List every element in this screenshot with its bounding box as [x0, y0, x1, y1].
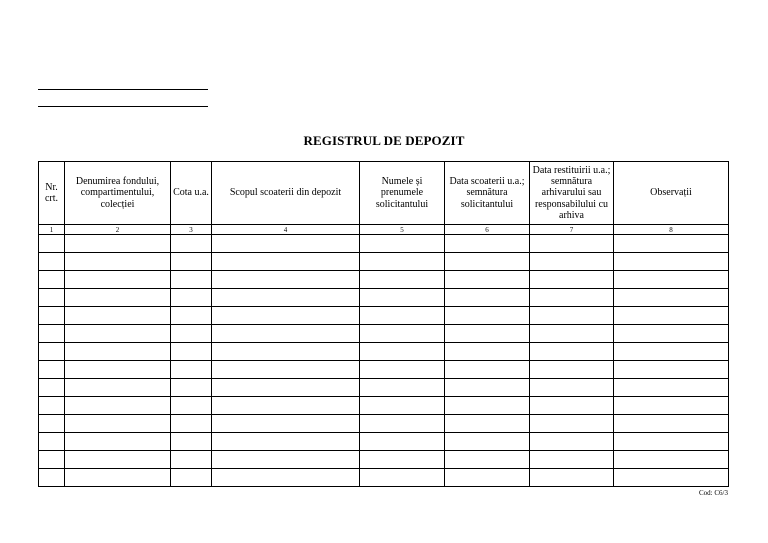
empty-cell — [530, 235, 614, 253]
empty-cell — [530, 253, 614, 271]
header-scopul-scoaterii: Scopul scoaterii din depozit — [212, 162, 360, 225]
empty-cell — [614, 469, 729, 487]
empty-cell — [171, 397, 212, 415]
empty-cell — [360, 253, 445, 271]
empty-cell — [445, 307, 530, 325]
empty-cell — [445, 415, 530, 433]
empty-cell — [530, 343, 614, 361]
empty-cell — [614, 271, 729, 289]
empty-cell — [39, 379, 65, 397]
table-row — [39, 325, 729, 343]
empty-cell — [39, 361, 65, 379]
empty-cell — [212, 325, 360, 343]
page-title: REGISTRUL DE DEPOZIT — [303, 133, 465, 148]
empty-cell — [212, 451, 360, 469]
empty-cell — [212, 433, 360, 451]
column-number: 4 — [212, 225, 360, 235]
empty-cell — [171, 451, 212, 469]
empty-cell — [614, 433, 729, 451]
empty-cell — [65, 433, 171, 451]
table-row — [39, 235, 729, 253]
empty-cell — [65, 307, 171, 325]
empty-cell — [360, 361, 445, 379]
empty-cell — [171, 379, 212, 397]
empty-cell — [171, 235, 212, 253]
table-row — [39, 397, 729, 415]
empty-cell — [212, 469, 360, 487]
table-row — [39, 415, 729, 433]
empty-cell — [614, 289, 729, 307]
empty-cell — [39, 397, 65, 415]
empty-cell — [360, 379, 445, 397]
empty-cell — [171, 325, 212, 343]
empty-cell — [39, 325, 65, 343]
empty-cell — [530, 379, 614, 397]
header-data-restituirii: Data restituirii u.a.; semnătura arhivarului sau responsabilului cu arhiva — [530, 162, 614, 225]
empty-cell — [530, 271, 614, 289]
empty-cell — [171, 415, 212, 433]
empty-cell — [360, 451, 445, 469]
column-number: 6 — [445, 225, 530, 235]
empty-cell — [65, 253, 171, 271]
register-body — [39, 235, 729, 487]
empty-cell — [360, 307, 445, 325]
column-number-row — [39, 225, 729, 235]
header-denumirea-fondului: Denumirea fondului, compartimentului, colecției — [65, 162, 171, 225]
empty-cell — [360, 235, 445, 253]
empty-cell — [445, 469, 530, 487]
empty-cell — [171, 469, 212, 487]
empty-cell — [530, 307, 614, 325]
empty-cell — [212, 379, 360, 397]
empty-cell — [212, 361, 360, 379]
empty-cell — [212, 271, 360, 289]
empty-cell — [212, 343, 360, 361]
table-row — [39, 451, 729, 469]
empty-cell — [39, 307, 65, 325]
empty-cell — [614, 253, 729, 271]
empty-cell — [445, 289, 530, 307]
empty-cell — [39, 253, 65, 271]
empty-cell — [65, 325, 171, 343]
empty-cell — [530, 415, 614, 433]
empty-cell — [212, 289, 360, 307]
empty-cell — [445, 397, 530, 415]
empty-cell — [445, 361, 530, 379]
empty-cell — [65, 361, 171, 379]
empty-cell — [614, 343, 729, 361]
header-numele-prenumele: Numele și prenumele solicitantului — [360, 162, 445, 225]
empty-cell — [212, 253, 360, 271]
empty-cell — [39, 451, 65, 469]
empty-cell — [65, 451, 171, 469]
blank-line-1 — [38, 89, 208, 90]
empty-cell — [530, 469, 614, 487]
blank-line-2 — [38, 106, 208, 107]
empty-cell — [445, 253, 530, 271]
empty-cell — [212, 307, 360, 325]
empty-cell — [614, 235, 729, 253]
empty-cell — [65, 343, 171, 361]
empty-cell — [212, 235, 360, 253]
empty-cell — [65, 415, 171, 433]
table-row — [39, 343, 729, 361]
table-row — [39, 253, 729, 271]
empty-cell — [171, 307, 212, 325]
empty-cell — [530, 451, 614, 469]
empty-cell — [614, 307, 729, 325]
empty-cell — [445, 433, 530, 451]
empty-cell — [171, 271, 212, 289]
empty-cell — [360, 397, 445, 415]
empty-cell — [614, 379, 729, 397]
table-row — [39, 289, 729, 307]
empty-cell — [360, 433, 445, 451]
empty-cell — [445, 325, 530, 343]
column-number: 7 — [530, 225, 614, 235]
empty-cell — [360, 415, 445, 433]
table-row — [39, 307, 729, 325]
empty-cell — [65, 397, 171, 415]
empty-cell — [530, 325, 614, 343]
empty-cell — [445, 343, 530, 361]
empty-cell — [39, 289, 65, 307]
register-table — [38, 161, 729, 487]
empty-cell — [360, 469, 445, 487]
empty-cell — [445, 271, 530, 289]
empty-cell — [530, 433, 614, 451]
empty-cell — [39, 469, 65, 487]
empty-cell — [445, 379, 530, 397]
header-cota: Cota u.a. — [171, 162, 212, 225]
empty-cell — [171, 433, 212, 451]
table-row — [39, 469, 729, 487]
empty-cell — [614, 397, 729, 415]
empty-cell — [65, 271, 171, 289]
empty-cell — [360, 271, 445, 289]
empty-cell — [614, 325, 729, 343]
empty-cell — [530, 397, 614, 415]
empty-cell — [65, 379, 171, 397]
empty-cell — [39, 343, 65, 361]
header-row — [39, 162, 729, 225]
empty-cell — [614, 415, 729, 433]
column-number: 5 — [360, 225, 445, 235]
empty-cell — [530, 289, 614, 307]
empty-cell — [360, 289, 445, 307]
column-number: 3 — [171, 225, 212, 235]
empty-cell — [65, 469, 171, 487]
empty-cell — [530, 361, 614, 379]
empty-cell — [39, 235, 65, 253]
empty-cell — [614, 361, 729, 379]
empty-cell — [360, 325, 445, 343]
empty-cell — [65, 289, 171, 307]
empty-cell — [212, 415, 360, 433]
table-row — [39, 379, 729, 397]
empty-cell — [39, 415, 65, 433]
table-row — [39, 361, 729, 379]
table-row — [39, 433, 729, 451]
header-nr-crt: Nr. crt. — [39, 162, 65, 225]
empty-cell — [171, 343, 212, 361]
column-number: 8 — [614, 225, 729, 235]
header-data-scoaterii: Data scoaterii u.a.; semnătura solicitantului — [445, 162, 530, 225]
empty-cell — [39, 271, 65, 289]
empty-cell — [171, 253, 212, 271]
empty-cell — [614, 451, 729, 469]
empty-cell — [212, 397, 360, 415]
empty-cell — [445, 235, 530, 253]
empty-cell — [445, 451, 530, 469]
empty-cell — [39, 433, 65, 451]
empty-cell — [171, 289, 212, 307]
column-number: 1 — [39, 225, 65, 235]
table-row — [39, 271, 729, 289]
column-number: 2 — [65, 225, 171, 235]
header-observatii: Observații — [614, 162, 729, 225]
empty-cell — [171, 361, 212, 379]
empty-cell — [360, 343, 445, 361]
form-code: Cod: C6/3 — [699, 489, 728, 497]
empty-cell — [65, 235, 171, 253]
